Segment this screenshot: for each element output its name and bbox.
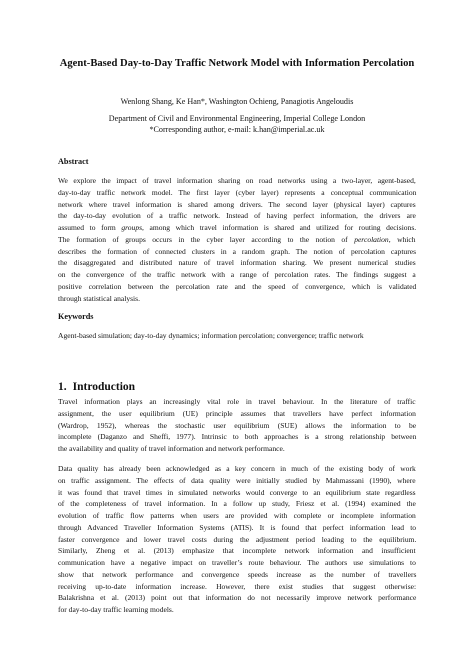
- abstract-body: [58, 175, 416, 304]
- intro-line: evolution of traffic flow patterns when users are provided with complete or incomplete information: [58, 511, 416, 520]
- intro-line: Balakrishna et al. (2013) point out that information do not necessarily improve network performance: [58, 593, 417, 603]
- section-title: Introduction: [72, 381, 136, 393]
- intro-line: incomplete (Daganzo and Sheffi, 1977). Intrinsic to both approaches is a strong relationship between: [58, 432, 417, 442]
- intro-line: Travel information plays an increasingly vital role in travel behaviour. In the literature of traffic: [58, 397, 416, 406]
- intro-line: it was found that travel times in simulated networks would converge to an equilibrium state regardless: [58, 487, 416, 497]
- abstract-heading: Abstract: [58, 157, 89, 166]
- intro-line: faster convergence and lower travel costs during the adjustment period leading to the equilibrium.: [58, 534, 417, 544]
- abstract-line: on the convergence of the traffic network with a range of percolation rates. The findings suggest a: [58, 270, 416, 279]
- affiliation-contact: *Corresponding author, e-mail: k.han@imperial.ac.uk: [149, 125, 325, 134]
- paper-title: Agent-Based Day-to-Day Traffic Network Model with Information Percolation: [59, 58, 415, 69]
- intro-line: Data quality has already been acknowledged as a key concern in much of the existing body of work: [58, 464, 416, 473]
- affiliation-block: [40, 113, 434, 135]
- intro-line: Similarly, Zheng et al. (2013) emphasize that incomplete network information and insufficient: [58, 546, 416, 556]
- intro-paragraph-1: [58, 396, 416, 455]
- section-number: 1.: [58, 381, 67, 393]
- intro-line: communication have a negative impact on traveller’s route behaviour. The authors use simulations to: [58, 558, 416, 567]
- intro-line: through Advanced Traveller Information Systems (ATIS). It is found that perfect information lead to: [58, 522, 417, 532]
- intro-line: show that network performance and convergence speeds increase as the number of travellers: [58, 569, 417, 579]
- author-list: Wenlong Shang, Ke Han*, Washington Ochieng, Panagiotis Angeloudis: [120, 97, 354, 106]
- intro-paragraph-2: [58, 463, 416, 616]
- keywords-body: [58, 330, 416, 342]
- abstract-line: day-to-day traffic network model. The first layer (cyber layer) represents a conceptual communication: [58, 187, 417, 197]
- section-heading-introduction: [58, 380, 135, 394]
- intro-line: on traffic assignment. The effects of data quality were initially studied by Mahmassani (1990), where: [58, 475, 416, 485]
- keywords-heading: Keywords: [58, 312, 94, 321]
- abstract-line: We explore the impact of travel information sharing on road networks using a two-layer, agent-based,: [58, 176, 416, 185]
- intro-line: (Wardrop, 1952), whereas the stochastic user equilibrium (SUE) allows the information to be: [58, 420, 417, 430]
- intro-line: the availability and quality of travel information and network performance.: [58, 444, 285, 453]
- intro-line: for day-to-day traffic learning models.: [58, 605, 174, 614]
- intro-line: assignment, the user equilibrium (UE) principle assumes that travellers have perfect information: [58, 408, 416, 418]
- abstract-line: describes the formation of connected clusters in a random graph. The notion of percolation captures: [58, 246, 417, 256]
- intro-line: receiving up-to-date information increase. However, there exist studies that suggest otherwise:: [58, 581, 417, 591]
- abstract-line: The formation of groups occurs in the cyber layer according to the notion of percolation, which: [58, 234, 416, 244]
- abstract-line: positive correlation between the percolation rate and the speed of convergence, which is validated: [58, 281, 417, 291]
- keywords-text: Agent-based simulation; day-to-day dynamics; information percolation; convergence; traffic network: [58, 331, 364, 340]
- intro-line: of the completeness of travel information. In a follow up study, Friesz et al. (1994) examined the: [58, 499, 416, 509]
- affiliation-department: Department of Civil and Environmental Engineering, Imperial College London: [108, 114, 366, 123]
- abstract-line: assumed to form groups, among which travel information is shared and utilized for routing decisions.: [58, 223, 417, 232]
- abstract-line: through statistical analysis.: [58, 293, 140, 303]
- abstract-line: the day-to-day evolution of a traffic network. Instead of having perfect information, the drivers are: [58, 211, 416, 221]
- abstract-line: network where travel information is shared among drivers. The second layer (physical layer) captures: [58, 199, 416, 209]
- abstract-line: the disaggregated and distributed nature of travel information sharing. We present numerical studies: [58, 258, 416, 268]
